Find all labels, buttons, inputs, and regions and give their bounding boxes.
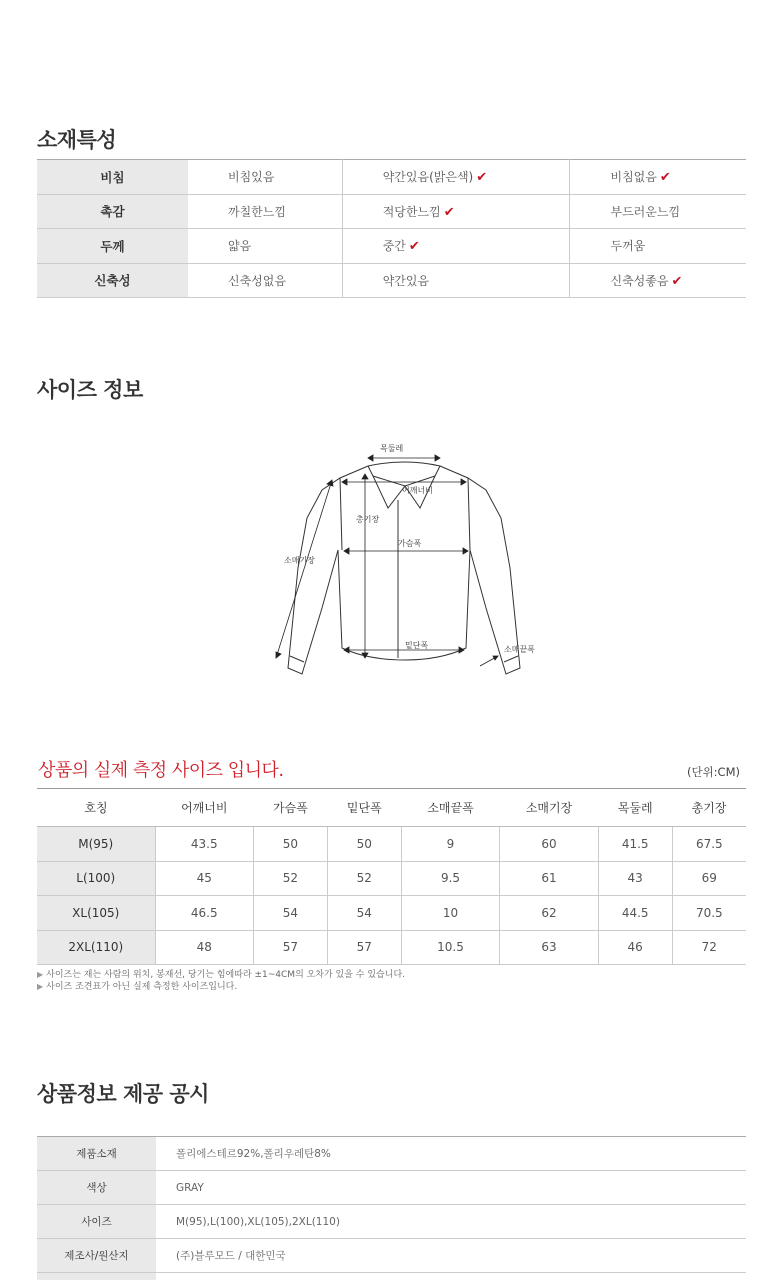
material-option-label: 약간있음 bbox=[382, 273, 430, 288]
material-option-label: 적당한느낌 bbox=[382, 204, 441, 219]
product-info-header: 사이즈 bbox=[37, 1205, 156, 1239]
product-info-row bbox=[37, 1273, 746, 1280]
material-row-header: 두께 bbox=[37, 229, 188, 264]
note-1: ▶ 사이즈는 재는 사람의 위치, 봉재선, 당기는 힘에따라 ±1~4CM의 오차가 있을 수 있습니다. bbox=[37, 970, 406, 980]
material-option bbox=[570, 229, 746, 264]
material-row bbox=[37, 194, 746, 229]
size-cell: 50 bbox=[327, 827, 401, 862]
material-option-label: 중간 bbox=[382, 239, 406, 254]
size-info-title: 사이즈 정보 bbox=[37, 378, 143, 402]
material-table bbox=[37, 159, 746, 298]
size-row bbox=[37, 861, 746, 896]
product-info-value: (주)블루모드 / 대한민국 bbox=[156, 1239, 746, 1273]
size-cell: 9.5 bbox=[401, 861, 500, 896]
product-info-row bbox=[37, 1137, 746, 1171]
size-cell: 69 bbox=[672, 861, 746, 896]
size-cell: 70.5 bbox=[672, 896, 746, 931]
size-row-header: M(95) bbox=[37, 827, 155, 862]
material-row bbox=[37, 160, 746, 195]
size-cell: 60 bbox=[500, 827, 599, 862]
material-row bbox=[37, 229, 746, 264]
note-arrow-icon: ▶ bbox=[37, 970, 44, 979]
material-option bbox=[342, 229, 570, 264]
material-row-header: 촉감 bbox=[37, 194, 188, 229]
size-cell: 44.5 bbox=[598, 896, 672, 931]
size-cell: 9 bbox=[401, 827, 500, 862]
product-info-header: 제품소재 bbox=[37, 1137, 156, 1171]
size-cell: 46 bbox=[598, 930, 672, 965]
size-column-header: 소매끝폭 bbox=[401, 789, 500, 827]
size-cell: 72 bbox=[672, 930, 746, 965]
check-icon: ✔ bbox=[671, 273, 683, 289]
material-option-label: 신축성좋음 bbox=[610, 273, 669, 288]
product-info-row bbox=[37, 1205, 746, 1239]
size-cell: 54 bbox=[254, 896, 328, 931]
material-title: 소재특성 bbox=[37, 128, 117, 152]
size-table-title: 상품의 실제 측정 사이즈 입니다. bbox=[38, 760, 284, 781]
check-icon: ✔ bbox=[443, 204, 455, 220]
size-cell: 62 bbox=[500, 896, 599, 931]
check-icon: ✔ bbox=[408, 239, 420, 255]
note-arrow-icon: ▶ bbox=[37, 982, 44, 991]
material-option bbox=[188, 229, 342, 264]
product-info-header: 색상 bbox=[37, 1171, 156, 1205]
material-option bbox=[570, 263, 746, 298]
material-option bbox=[570, 160, 746, 195]
size-cell: 10 bbox=[401, 896, 500, 931]
size-table bbox=[37, 788, 746, 965]
size-cell: 50 bbox=[254, 827, 328, 862]
size-cell: 57 bbox=[327, 930, 401, 965]
size-row bbox=[37, 827, 746, 862]
label-shoulder: 어깨너비 bbox=[402, 486, 433, 495]
material-option bbox=[342, 263, 570, 298]
product-info-value bbox=[156, 1273, 746, 1280]
unit-label: (단위:CM) bbox=[686, 765, 740, 779]
product-info-value: 폴리에스테르92%,폴리우레탄8% bbox=[156, 1137, 746, 1171]
material-option-label: 비침없음 bbox=[610, 170, 657, 185]
garment-diagram bbox=[270, 438, 540, 683]
size-cell: 41.5 bbox=[598, 827, 672, 862]
size-notes bbox=[37, 969, 405, 993]
material-option bbox=[570, 194, 746, 229]
label-hem: 밑단폭 bbox=[405, 641, 429, 650]
material-option-label: 신축성없음 bbox=[228, 273, 286, 288]
size-cell: 10.5 bbox=[401, 930, 500, 965]
size-row-header: XL(105) bbox=[37, 896, 155, 931]
size-row bbox=[37, 930, 746, 965]
label-length: 총기장 bbox=[356, 515, 380, 524]
product-info-header bbox=[37, 1273, 156, 1280]
note-2: ▶ 사이즈 조견표가 아닌 실제 측정한 사이즈입니다. bbox=[37, 982, 238, 992]
product-info-table bbox=[37, 1136, 746, 1280]
size-column-header: 어깨너비 bbox=[155, 789, 254, 827]
label-chest: 가슴폭 bbox=[398, 539, 422, 548]
size-cell: 67.5 bbox=[672, 827, 746, 862]
product-info-value: M(95),L(100),XL(105),2XL(110) bbox=[156, 1205, 746, 1239]
size-cell: 45 bbox=[155, 861, 254, 896]
size-cell: 54 bbox=[327, 896, 401, 931]
size-column-header: 소매기장 bbox=[500, 789, 599, 827]
material-option-label: 까칠한느낌 bbox=[228, 204, 286, 219]
size-column-header: 호칭 bbox=[37, 789, 155, 827]
size-row-header: 2XL(110) bbox=[37, 930, 155, 965]
size-cell: 52 bbox=[254, 861, 328, 896]
material-option bbox=[342, 160, 570, 195]
size-cell: 43 bbox=[598, 861, 672, 896]
product-info-row bbox=[37, 1171, 746, 1205]
size-row-header: L(100) bbox=[37, 861, 155, 896]
size-cell: 48 bbox=[155, 930, 254, 965]
size-column-header: 가슴폭 bbox=[254, 789, 328, 827]
material-row bbox=[37, 263, 746, 298]
check-icon: ✔ bbox=[476, 170, 488, 186]
product-info-row bbox=[37, 1239, 746, 1273]
material-row-header: 비침 bbox=[37, 160, 188, 195]
label-neck: 목둘레 bbox=[380, 444, 404, 453]
material-option bbox=[188, 160, 342, 195]
material-option bbox=[188, 194, 342, 229]
size-column-header: 총기장 bbox=[672, 789, 746, 827]
size-cell: 63 bbox=[500, 930, 599, 965]
material-option bbox=[188, 263, 342, 298]
material-option-label: 약간있음(밝은색) bbox=[382, 170, 474, 185]
material-option bbox=[342, 194, 570, 229]
material-option-label: 비침있음 bbox=[228, 170, 275, 185]
size-cell: 46.5 bbox=[155, 896, 254, 931]
size-cell: 43.5 bbox=[155, 827, 254, 862]
product-info-title: 상품정보 제공 공시 bbox=[37, 1082, 209, 1106]
material-option-label: 두꺼움 bbox=[610, 239, 646, 254]
size-cell: 52 bbox=[327, 861, 401, 896]
size-column-header: 목둘레 bbox=[598, 789, 672, 827]
label-cuff: 소매끝폭 bbox=[504, 645, 535, 654]
size-column-header: 밑단폭 bbox=[327, 789, 401, 827]
product-info-value: GRAY bbox=[156, 1171, 746, 1205]
size-row bbox=[37, 896, 746, 931]
check-icon: ✔ bbox=[659, 170, 671, 186]
shirt-illustration bbox=[270, 438, 540, 683]
size-cell: 57 bbox=[254, 930, 328, 965]
material-option-label: 얇음 bbox=[228, 239, 252, 254]
product-info-header: 제조사/원산지 bbox=[37, 1239, 156, 1273]
material-option-label: 부드러운느낌 bbox=[610, 204, 681, 219]
material-row-header: 신축성 bbox=[37, 263, 188, 298]
label-sleeve-length: 소매기장 bbox=[284, 556, 315, 565]
size-cell: 61 bbox=[500, 861, 599, 896]
